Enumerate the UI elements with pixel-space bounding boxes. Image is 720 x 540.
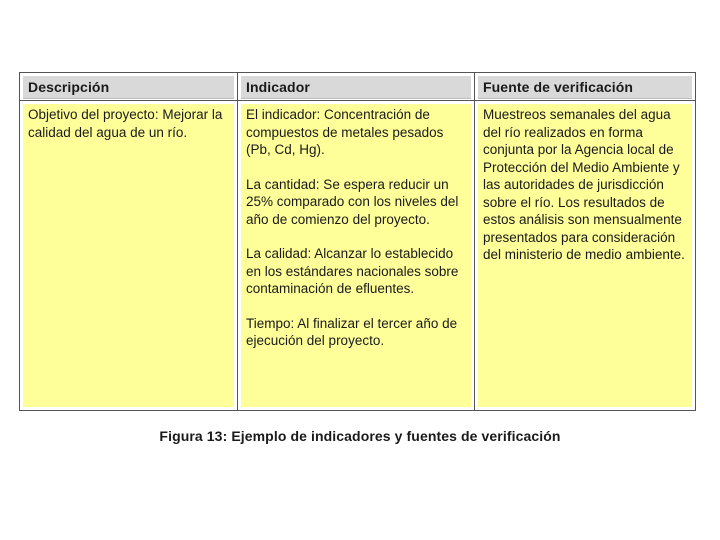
header-cell-indicator (238, 73, 475, 101)
indicator-quantity-text: La cantidad: Se espera reducir un 25% comparado con los niveles del año de comienzo del proyecto. (246, 176, 459, 227)
verification-content (478, 104, 692, 407)
verification-source-text: Muestreos semanales del agua del río realizados en forma conjunta por la Agencia local de Protección del Medio Ambiente y las autoridades de jurisdicción sobre el río. Los resultados de estos análisis son mensualmente presentados para consideración del ministerio de medio ambiente. (483, 107, 685, 262)
body-cell-description (20, 101, 238, 410)
indicator-quality-text: La calidad: Alcanzar lo establecido en los estándares nacionales sobre contaminación de efluentes. (246, 246, 459, 296)
project-objective-text: Objetivo del proyecto: Mejorar la calidad del agua de un río. (28, 107, 223, 140)
body-cell-indicator (238, 101, 475, 410)
indicators-table (19, 72, 696, 411)
column-header-indicator: Indicador (241, 76, 471, 99)
column-header-verification: Fuente de verificación (478, 76, 692, 99)
description-content (23, 104, 234, 407)
indicator-definition-text: El indicador: Concentración de compuestos de metales pesados (Pb, Cd, Hg). (246, 107, 444, 157)
header-cell-description (20, 73, 238, 101)
indicator-time-text: Tiempo: Al finalizar el tercer año de ejecución del proyecto. (246, 315, 458, 348)
body-cell-verification (475, 101, 695, 410)
header-cell-verification (475, 73, 695, 101)
figure-caption: Figura 13: Ejemplo de indicadores y fuentes de verificación (159, 428, 561, 444)
column-header-description: Descripción (23, 76, 234, 99)
indicator-content (241, 104, 471, 407)
